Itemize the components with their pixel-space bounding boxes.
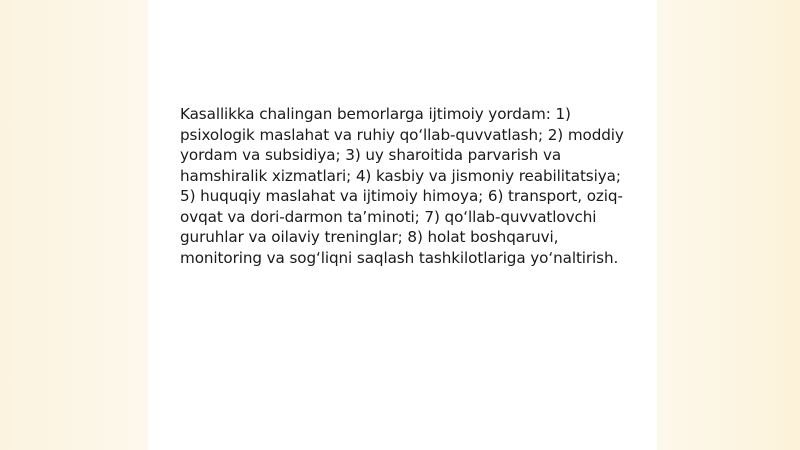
document-paragraph: Kasallikka chalingan bemorlarga ijtimoiy yordam: 1) psixologik maslahat va ruhiy qo‘llab-quvvatlash; 2) moddiy yordam va subsidiya; 3) uy sharoitida parvarish va hamshiralik xizmatlari; 4) kasbiy va jismoniy reabilitatsiya; 5) huquqiy maslahat va ijtimoiy himoya; 6) transport, oziq-ovqat va dori-darmon ta’minoti; 7) qo‘llab-quvvatlovchi guruhlar va oilaviy treninglar; 8) holat boshqaruvi, monitoring va sog‘liqni saqlash tashkilotlariga yo‘naltirish. bbox=[180, 105, 624, 267]
document-page bbox=[148, 0, 657, 450]
left-margin-area bbox=[0, 0, 148, 450]
right-margin-area bbox=[657, 0, 800, 450]
